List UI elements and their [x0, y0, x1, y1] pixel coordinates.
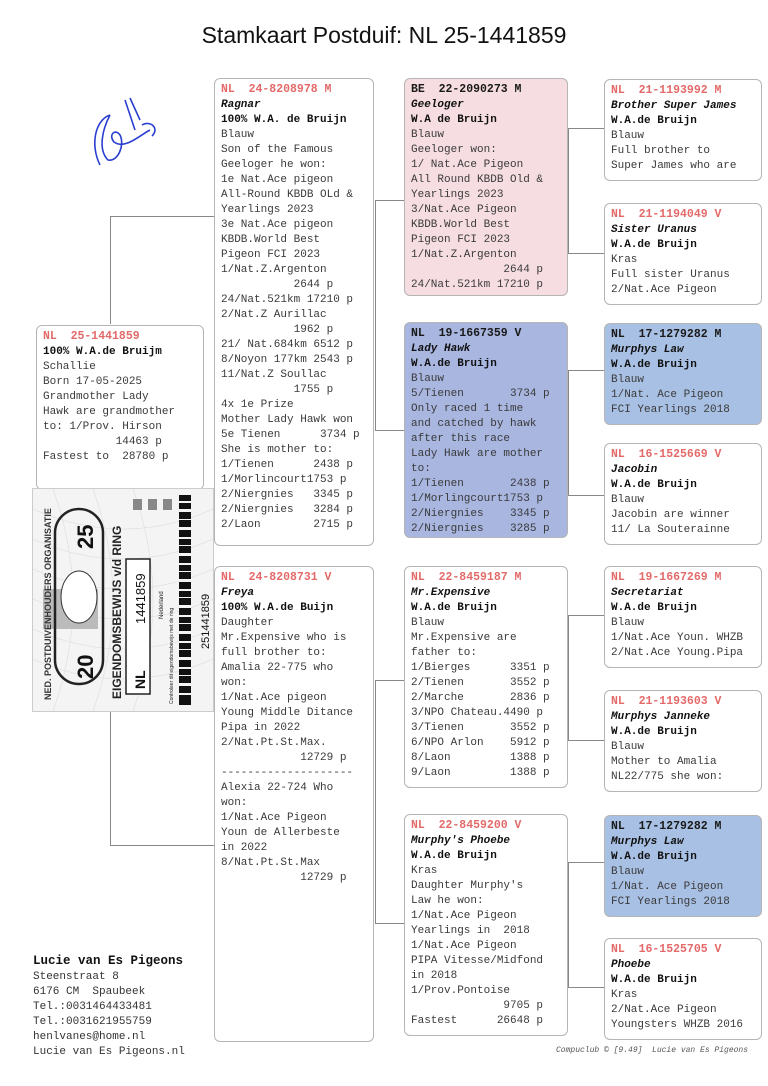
info-line: Mr.Expensive are [411, 632, 517, 644]
info-line: Hawk are grandmother [43, 406, 176, 418]
owner-address: Steenstraat 8 [33, 971, 119, 983]
info-line: 1/Nat.Ace Youn. WHZB [611, 632, 744, 644]
info-line: Young Middle Ditance [221, 707, 354, 719]
connector [375, 923, 404, 924]
info-line: Full sister Uranus [611, 269, 730, 281]
info-line: 8/Laon 1388 p [411, 752, 550, 764]
ring-barcode-number: 251441859 [200, 593, 212, 649]
info-line: Blauw [411, 617, 445, 629]
info-line: Amalia 22-775 who [221, 662, 334, 674]
info-line: She is mother to: [221, 444, 334, 456]
great-grandparent-card [604, 815, 762, 917]
info-line: 1755 p [221, 384, 334, 396]
breeder: 100% W.A. de Bruijn [221, 114, 347, 126]
connector [110, 216, 111, 324]
ring-number: NL 17-1279282 M [611, 820, 722, 833]
info-line: full brother to: [221, 647, 327, 659]
info-line: FCI Yearlings 2018 [611, 404, 730, 416]
ring-doc-title: EIGENDOMSBEWIJS v/d RING [110, 525, 124, 699]
connector [568, 862, 604, 863]
info-line: Yearlings in 2018 [411, 925, 530, 937]
info-line: Pigeon FCI 2023 [411, 234, 511, 246]
info-line: won: [221, 797, 248, 809]
info-line: 5e Tienen 3734 p [221, 429, 360, 441]
info-line: 2/Niergnies 3345 p [221, 489, 354, 501]
sire-card [214, 78, 374, 546]
info-line: 12729 p [221, 752, 347, 764]
connector [568, 253, 604, 254]
info-line: Alexia 22-724 Who [221, 782, 334, 794]
info-line: 3e Nat.Ace pigeon [221, 219, 334, 231]
ring-number: NL 21-1193603 V [611, 695, 722, 708]
info-line: Blauw [411, 129, 445, 141]
ring-country: NL [132, 670, 148, 689]
ring-number: NL 16-1525705 V [611, 943, 722, 956]
info-line: 1/Morlincourt1753 p [221, 474, 347, 486]
info-line: Law he won: [411, 895, 484, 907]
connector [568, 370, 604, 371]
info-line: 24/Nat.521km 17210 p [221, 294, 354, 306]
info-line: Blauw [611, 494, 645, 506]
info-line: Super James who are [611, 160, 737, 172]
ring-number: NL 24-8208978 M [221, 83, 332, 96]
info-line: Jacobin are winner [611, 509, 730, 521]
ring-land: Nederland [159, 591, 165, 619]
info-line: Fastest 26648 p [411, 1015, 544, 1027]
info-line: Schallie [43, 361, 96, 373]
barcode [179, 495, 191, 705]
info-line: PIPA Vitesse/Midfond [411, 955, 544, 967]
info-line: All-Round KBDB OLd & [221, 189, 354, 201]
info-line: 2/Nat.Ace Young.Pipa [611, 647, 744, 659]
info-line: Daughter Murphy's [411, 880, 524, 892]
info-line: FCI Yearlings 2018 [611, 896, 730, 908]
great-grandparent-card [604, 203, 762, 305]
info-line: 1/Tienen 2438 p [411, 478, 550, 490]
info-line: 2/Niergnies 3284 p [221, 504, 354, 516]
info-line: 2/Nat.Ace Pigeon [611, 284, 717, 296]
breeder: W.A.de Bruijn [611, 239, 697, 251]
info-line: KBDB.World Best [221, 234, 321, 246]
page-title: Stamkaart Postduif: NL 25-1441859 [201, 22, 567, 48]
info-line: 3/NPO Chateau.4490 p [411, 707, 544, 719]
breeder: W.A.de Bruijn [411, 358, 497, 370]
pigeon-name: Sister Uranus [611, 224, 697, 236]
owner-postcode: 6176 CM Spaubeek [33, 986, 146, 998]
info-line: 2/Nat.Ace Pigeon [611, 1004, 717, 1016]
ring-certificate-graphic [33, 489, 213, 711]
info-line: Blauw [611, 617, 645, 629]
info-line: 9/Laon 1388 p [411, 767, 550, 779]
info-line: Lady Hawk are mother [411, 448, 544, 460]
connector [568, 128, 604, 129]
breeder: W.A.de Bruijn [611, 602, 697, 614]
info-line: 1/Nat.Z.Argenton [221, 264, 327, 276]
info-line: 3/Nat.Ace Pigeon [411, 204, 517, 216]
connector [568, 370, 569, 495]
connector [568, 615, 569, 740]
info-line: NL22/775 she won: [611, 771, 724, 783]
owner-website: Lucie van Es Pigeons.nl [33, 1046, 185, 1058]
great-grandparent-card [604, 443, 762, 545]
info-line: Mother Lady Hawk won [221, 414, 354, 426]
info-line: 2/Tienen 3552 p [411, 677, 550, 689]
info-line: Yearlings 2023 [221, 204, 314, 216]
info-line: 12729 p [221, 872, 347, 884]
info-line: Pipa in 2022 [221, 722, 301, 734]
info-line: in 2022 [221, 842, 268, 854]
breeder: W.A.de Bruijn [411, 850, 497, 862]
pigeon-name: Brother Super James [611, 100, 737, 112]
ring-number: NL 21-1194049 V [611, 208, 722, 221]
pigeon-name: Murphys Law [611, 836, 684, 848]
owner-name: Lucie van Es Pigeons [33, 954, 184, 968]
info-line: 1/Nat.Ace Pigeon [411, 910, 517, 922]
connector [375, 680, 404, 681]
info-line: 8/Noyon 177km 2543 p [221, 354, 354, 366]
info-line: 2/Niergnies 3345 p [411, 508, 550, 520]
info-line: 4x 1e Prize [221, 399, 294, 411]
ring-number: NL 22-8459187 M [411, 571, 522, 584]
info-line: 11/ La Souterainne [611, 524, 730, 536]
info-line: to: [411, 463, 431, 475]
pigeon-name: Secretariat [611, 587, 684, 599]
info-line: 24/Nat.521km 17210 p [411, 279, 544, 291]
info-line: 1/Bierges 3351 p [411, 662, 550, 674]
ring-year-right: 25 [73, 524, 98, 549]
ring-number: NL 17-1279282 M [611, 328, 722, 341]
info-line: 2/Niergnies 3285 p [411, 523, 550, 535]
info-line: 21/ Nat.684km 6512 p [221, 339, 354, 351]
breeder: W.A.de Bruijn [611, 726, 697, 738]
connector [375, 430, 404, 431]
grandparent-card [404, 78, 568, 296]
info-line: KBDB.World Best [411, 219, 511, 231]
dam-card [214, 566, 374, 1042]
great-grandparent-card [604, 79, 762, 181]
breeder: W.A.de Bruijn [411, 602, 497, 614]
info-line: 1e Nat.Ace pigeon [221, 174, 334, 186]
info-line: 1/Morlingcourt1753 p [411, 493, 544, 505]
info-line: Blauw [611, 374, 645, 386]
info-line: 1962 p [221, 324, 334, 336]
ring-check: Controleer dit eigendomsbewijs met de ring [169, 607, 175, 704]
info-line: Daughter [221, 617, 274, 629]
connector [568, 128, 569, 253]
breeder: W.A.de Bruijn [611, 115, 697, 127]
breeder: W.A de Bruijn [411, 114, 497, 126]
info-line: Blauw [611, 866, 645, 878]
breeder: W.A.de Bruijn [611, 974, 697, 986]
ring-number: NL 19-1667359 V [411, 327, 522, 340]
ring-number: 1441859 [133, 573, 148, 624]
pigeon-name: Murphys Janneke [611, 711, 711, 723]
info-line: 9705 p [411, 1000, 544, 1012]
pigeon-name: Geeloger [411, 99, 464, 111]
info-line: 2/Laon 2715 p [221, 519, 354, 531]
breeder: W.A.de Bruijn [611, 851, 697, 863]
info-line: 1/Nat.Ace Pigeon [411, 940, 517, 952]
info-line: All Round KBDB Old & [411, 174, 544, 186]
info-line: Youn de Allerbeste [221, 827, 340, 839]
info-line: 1/Nat.Ace Pigeon [221, 812, 327, 824]
breeder: W.A.de Bruijn [611, 359, 697, 371]
connector [375, 680, 376, 923]
info-line: Mr.Expensive who is [221, 632, 347, 644]
footer-credit: Compuclub © [9.49] Lucie van Es Pigeons [556, 1046, 749, 1055]
info-line: 6/NPO Arlon 5912 p [411, 737, 550, 749]
ring-number: NL 25-1441859 [43, 330, 140, 343]
info-line: and catched by hawk [411, 418, 537, 430]
pigeon-name: Mr.Expensive [411, 587, 491, 599]
info-line: Mother to Amalia [611, 756, 717, 768]
owner-phone: Tel.:0031621955759 [33, 1016, 152, 1028]
info-line: Kras [611, 254, 638, 266]
connector [568, 862, 569, 987]
ring-number: NL 16-1525669 V [611, 448, 722, 461]
pigeon-name: Jacobin [611, 464, 658, 476]
info-line: 2644 p [411, 264, 544, 276]
info-line: -------------------- [221, 767, 354, 779]
info-line: 11/Nat.Z Soullac [221, 369, 327, 381]
info-line: Son of the Famous [221, 144, 334, 156]
info-line: 14463 p [43, 436, 162, 448]
info-line: Kras [411, 865, 438, 877]
connector [110, 216, 214, 217]
grandparent-card [404, 566, 568, 788]
info-line: after this race [411, 433, 511, 445]
ring-certificate [32, 488, 214, 712]
info-line: 5/Tienen 3734 p [411, 388, 550, 400]
great-grandparent-card [604, 566, 762, 668]
info-line: Geeloger won: [411, 144, 497, 156]
connector [110, 845, 214, 846]
info-line: 1/Prov.Pontoise [411, 985, 511, 997]
ring-year-left: 20 [73, 654, 98, 679]
info-line: Grandmother Lady [43, 391, 149, 403]
owner-info [33, 952, 185, 1060]
connector [375, 200, 404, 201]
pigeon-name: Murphys Law [611, 344, 684, 356]
ring-number: NL 24-8208731 V [221, 571, 332, 584]
info-line: Geeloger he won: [221, 159, 327, 171]
pigeon-name: Phoebe [611, 959, 651, 971]
info-line: Only raced 1 time [411, 403, 524, 415]
info-line: to: 1/Prov. Hirson [43, 421, 162, 433]
owner-email: henlvanes@home.nl [33, 1031, 146, 1043]
info-line: 2/Marche 2836 p [411, 692, 550, 704]
ring-org: NED. POSTDUIVENHOUDERS ORGANISATIE [43, 508, 53, 700]
grandparent-card [404, 322, 568, 538]
info-line: Full brother to [611, 145, 711, 157]
ring-number: NL 22-8459200 V [411, 819, 522, 832]
great-grandparent-card [604, 323, 762, 425]
connector [568, 615, 604, 616]
subject-card [36, 325, 204, 490]
info-line: 3/Tienen 3552 p [411, 722, 550, 734]
info-line: Kras [611, 989, 638, 1001]
info-line: in 2018 [411, 970, 458, 982]
great-grandparent-card [604, 938, 762, 1040]
ring-number: BE 22-2090273 M [411, 83, 522, 96]
connector [110, 710, 111, 845]
info-line: 1/Nat.Z.Argenton [411, 249, 517, 261]
connector [568, 987, 604, 988]
info-line: 2/Nat.Pt.St.Max. [221, 737, 327, 749]
owner-phone: Tel.:0031464433481 [33, 1001, 152, 1013]
info-line: Blauw [611, 130, 645, 142]
info-line: 1/Nat.Ace pigeon [221, 692, 327, 704]
pigeon-name: Murphy's Phoebe [411, 835, 511, 847]
info-line: 1/ Nat.Ace Pigeon [411, 159, 524, 171]
ring-number: NL 21-1193992 M [611, 84, 722, 97]
info-line: Blauw [611, 741, 645, 753]
info-line: father to: [411, 647, 478, 659]
great-grandparent-card [604, 690, 762, 792]
connector [375, 200, 376, 430]
info-line: Born 17-05-2025 [43, 376, 143, 388]
signature [80, 90, 170, 170]
breeder: 100% W.A.de Buijn [221, 602, 334, 614]
info-line: 1/Nat. Ace Pigeon [611, 389, 724, 401]
info-line: 2644 p [221, 279, 334, 291]
info-line: won: [221, 677, 248, 689]
info-line: Pigeon FCI 2023 [221, 249, 321, 261]
info-line: 8/Nat.Pt.St.Max [221, 857, 321, 869]
breeder: 100% W.A.de Bruijm [43, 346, 162, 358]
info-line: 2/Nat.Z Aurillac [221, 309, 327, 321]
ring-number: NL 19-1667269 M [611, 571, 722, 584]
info-line: Youngsters WHZB 2016 [611, 1019, 744, 1031]
info-line: 1/Tienen 2438 p [221, 459, 354, 471]
info-line: Yearlings 2023 [411, 189, 504, 201]
info-line: Fastest to 28780 p [43, 451, 169, 463]
connector [568, 495, 604, 496]
pigeon-name: Lady Hawk [411, 343, 471, 355]
connector [568, 740, 604, 741]
info-line: 1/Nat. Ace Pigeon [611, 881, 724, 893]
breeder: W.A.de Bruijn [611, 479, 697, 491]
pigeon-name: Freya [221, 587, 255, 599]
info-line: Blauw [221, 129, 255, 141]
grandparent-card [404, 814, 568, 1036]
info-line: Blauw [411, 373, 445, 385]
pigeon-name: Ragnar [221, 99, 261, 111]
